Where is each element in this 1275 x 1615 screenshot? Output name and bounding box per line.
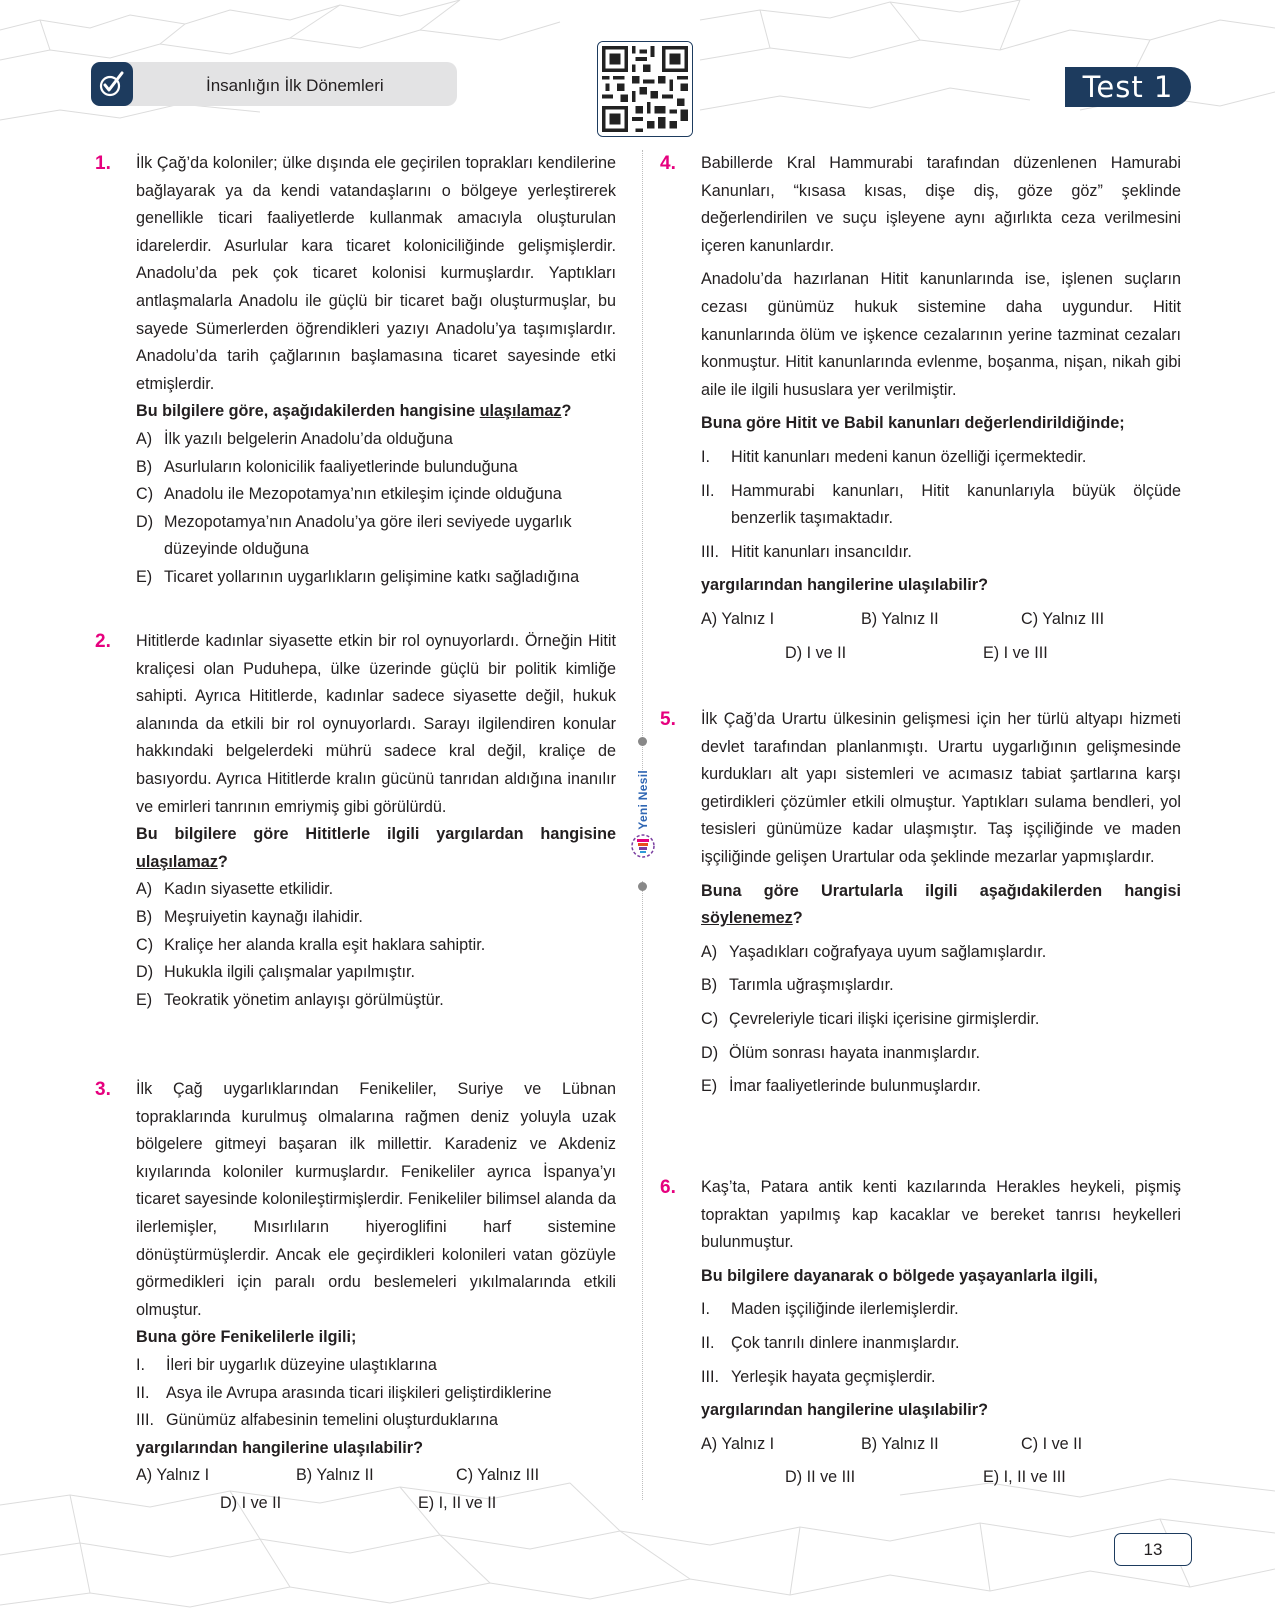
question-stem: Buna göre Urartularla ilgili aşağıdakilerden hangisi söylenemez? <box>701 881 1181 928</box>
answer-option-e[interactable]: E) I, II ve II <box>418 1493 497 1512</box>
statement-iii: III. Hitit kanunları insancıldır. <box>701 542 912 561</box>
answer-option-e[interactable]: E) I, II ve III <box>983 1468 1066 1487</box>
answer-option-a[interactable]: A) Yaşadıkları coğrafyaya uyum sağlamışlardır. <box>701 942 1047 961</box>
question-text-2: Anadolu’da hazırlanan Hitit kanunlarında ise, işlenen suçların cezası günümüz hukuk sistemine daha uygundur. Hitit kanunlarında ölüm ve işkence cezalarının yerine tazminat cezaları konmuştur. Hitit kanunlarında evlenme, boşanma, nişan, nikah gibi aile ile ilgili hususlara yer verilmiştir. <box>701 270 1181 399</box>
qr-code-icon[interactable] <box>597 41 693 137</box>
answer-option-e[interactable]: E) Teokratik yönetim anlayışı görülmüştür. <box>136 990 444 1009</box>
answer-option-a[interactable]: A) Yalnız I <box>701 1434 775 1453</box>
answer-option-b[interactable]: B) Yalnız II <box>296 1466 374 1485</box>
statement-ii: II. Asya ile Avrupa arasında ticari ilişkileri geliştirdiklerine <box>136 1383 552 1402</box>
question-text: Hititlerde kadınlar siyasette etkin bir rol oynuyorlardı. Örneğin Hitit kraliçesi olan Puduhepa, ülke üzerinde güçlü bir politik kimliğe sahipti. Ayrıca Hititlerde, kadınlar sadece siyasette değil, hukuk alanında da etkili bir rol oynuyorlardı. Sarayı ilgilendiren konular hakkındaki belgelerdeki mührü sadece kral değil, kraliçe de basıyordu. Ayrıca Hititlerde kralın gücünü tanrıdan aldığına inanılır ve emirleri tanrının emriymiş gibi görülürdü. <box>136 632 616 816</box>
answer-options-row-2 <box>701 640 1181 668</box>
test-number-badge: Test 1 <box>1065 67 1191 107</box>
answer-option-b[interactable]: B) Tarımla uğraşmışlardır. <box>701 976 894 995</box>
answer-option-e[interactable]: E) Ticaret yollarının uygarlıkların gelişimine katkı sağladığına <box>136 567 580 586</box>
answer-option-a[interactable]: A) İlk yazılı belgelerin Anadolu’da olduğuna <box>136 429 453 448</box>
answer-options-row-1 <box>701 606 1181 634</box>
divider-dot-top <box>638 737 647 746</box>
question-number: 6. <box>660 1177 676 1198</box>
brand-emblem-icon <box>630 833 656 859</box>
question-text: İlk Çağ’da Urartu ülkesinin gelişmesi için her türlü altyapı hizmeti devlet tarafından planlanmıştı. Urartu uygarlığının gelişmesinde kurdukları alt yapı sistemleri ve acımasız tabiat şartlarına karşı getirdikleri çözümler etkili olmuştur. Yaptıkları sulama bendleri, yol tesisleri günümüze kadar ulaşmıştır. Taş işçiliğinde ve maden işçiliğinde gelişen Urartular oda şeklinde mezarlar yapmışlardır. <box>701 710 1181 866</box>
statement-i: I. Hitit kanunları medeni kanun özelliği içermektedir. <box>701 447 1087 466</box>
question-stem-2: yargılarından hangilerine ulaşılabilir? <box>701 576 988 595</box>
statement-ii: II. Hammurabi kanunları, Hitit kanunlarıyla büyük ölçüde benzerlik taşımaktadır. <box>701 481 1181 528</box>
question-6 <box>660 1174 1181 1492</box>
question-stem: Buna göre Hitit ve Babil kanunları değerlendirildiğinde; <box>701 414 1125 433</box>
answer-option-a[interactable]: A) Kadın siyasette etkilidir. <box>136 880 334 899</box>
question-text: İlk Çağ’da koloniler; ülke dışında ele geçirilen toprakları kendilerine bağlayarak ya da kendi vatandaşlarını o bölgeye yerleştirerek genellikle ticari faaliyetlerde kullanmak amacıyla oluşturulan idarelerdir. Asurlular kara ticaret koloniciliğinde gelişmişlerdir. Anadolu’da pek çok ticaret kolonisi kurmuşlardır. Yaptıkları antlaşmalarla Anadolu ile güçlü bir ticaret bağı oluşturmuşlar, bu sayede Sümerlerden öğrendikleri yazıyı Anadolu’ya taşımışlardır. Anadolu’da tarih çağlarının başlamasına ticaret sayesinde etki etmişlerdir. <box>136 154 616 393</box>
answer-option-d[interactable]: D) Hukukla ilgili çalışmalar yapılmıştır. <box>136 963 415 982</box>
answer-option-a[interactable]: A) Yalnız I <box>136 1466 210 1485</box>
answer-option-e[interactable]: E) I ve III <box>983 643 1048 662</box>
question-number: 2. <box>95 631 111 652</box>
answer-option-c[interactable]: C) Çevreleriyle ticari ilişki içerisine girmişlerdir. <box>701 1009 1040 1028</box>
question-stem: Bu bilgilere göre, aşağıdakilerden hangisine ulaşılamaz? <box>136 402 572 421</box>
answer-option-b[interactable]: B) Yalnız II <box>861 1434 939 1453</box>
answer-options-row-1 <box>136 1462 616 1490</box>
question-number: 4. <box>660 153 676 174</box>
answer-option-c[interactable]: C) Yalnız III <box>1021 609 1105 628</box>
answer-option-d[interactable]: D) Mezopotamya’nın Anadolu’ya göre ileri seviyede uygarlık düzeyinde olduğuna <box>136 512 572 559</box>
question-number: 1. <box>95 153 111 174</box>
question-number: 3. <box>95 1079 111 1100</box>
section-title: İnsanlığın İlk Dönemleri <box>206 76 384 95</box>
page-number: 13 <box>1114 1533 1192 1566</box>
statement-i: I. Maden işçiliğinde ilerlemişlerdir. <box>701 1300 959 1319</box>
answer-option-b[interactable]: B) Asurluların kolonicilik faaliyetlerinde bulunduğuna <box>136 457 518 476</box>
question-number: 5. <box>660 709 676 730</box>
question-2 <box>95 628 616 1014</box>
answer-option-b[interactable]: B) Meşruiyetin kaynağı ilahidir. <box>136 907 363 926</box>
answer-option-d[interactable]: D) Ölüm sonrası hayata inanmışlardır. <box>701 1043 981 1062</box>
checkmark-badge-icon <box>91 62 133 106</box>
answer-option-d[interactable]: D) II ve III <box>785 1468 856 1487</box>
question-4 <box>660 150 1181 667</box>
question-5 <box>660 706 1181 1101</box>
answer-options-row-2 <box>136 1490 616 1518</box>
answer-option-d[interactable]: D) I ve II <box>220 1493 282 1512</box>
brand-logo <box>626 770 660 880</box>
answer-options-row-2 <box>701 1464 1181 1492</box>
answer-option-b[interactable]: B) Yalnız II <box>861 609 939 628</box>
brand-label: Yeni Nesil <box>636 770 650 830</box>
answer-option-c[interactable]: C) Kraliçe her alanda kralla eşit haklara sahiptir. <box>136 935 486 954</box>
answer-option-a[interactable]: A) Yalnız I <box>701 609 775 628</box>
question-stem-2: yargılarından hangilerine ulaşılabilir? <box>701 1401 988 1420</box>
question-stem-2: yargılarından hangilerine ulaşılabilir? <box>136 1438 423 1457</box>
question-1 <box>95 150 616 592</box>
statement-iii: III. Yerleşik hayata geçmişlerdir. <box>701 1367 936 1386</box>
answer-option-c[interactable]: C) Yalnız III <box>456 1466 540 1485</box>
answer-option-c[interactable]: C) I ve II <box>1021 1434 1083 1453</box>
statement-iii: III. Günümüz alfabesinin temelini oluşturduklarına <box>136 1411 499 1430</box>
answer-options-row-1 <box>701 1431 1181 1459</box>
question-text: İlk Çağ uygarlıklarından Fenikeliler, Suriye ve Lübnan topraklarında kurulmuş olmalarına rağmen deniz yoluyla uzak bölgelere gitmeyi başaran ilk millettir. Karadeniz ve Akdeniz kıyılarında koloniler kurmuşlardır. Fenikeliler ayrıca İspanya’yı ticaret sayesinde kolonileştirmişlerdir. Fenikeliler bilimsel alanda da ilerlemişler, Mısırlıların hiyeroglifini harf sistemine dönüştürmüşlerdir. Ancak ele geçirdikleri kolonileri vatan gözüyle görmedikleri için paralı ordu beslemeleri yıkılmalarında etkili olmuştur. <box>136 1080 616 1319</box>
statement-ii: II. Çok tanrılı dinlere inanmışlardır. <box>701 1333 960 1352</box>
question-text: Babillerde Kral Hammurabi tarafından düzenlenen Hamurabi Kanunları, “kısasa kısas, dişe diş, göze göz” şeklinde değerlendirilen ve suçu işleyene aynı ağırlıkta ceza verilmesini içeren kanunlardır. <box>701 154 1181 255</box>
question-stem: Bu bilgilere dayanarak o bölgede yaşayanlarla ilgili, <box>701 1266 1098 1285</box>
answer-option-e[interactable]: E) İmar faaliyetlerinde bulunmuşlardır. <box>701 1077 981 1096</box>
divider-dot-bottom <box>638 882 647 891</box>
question-stem: Buna göre Fenikelilerle ilgili; <box>136 1328 357 1347</box>
answer-option-c[interactable]: C) Anadolu ile Mezopotamya’nın etkileşim içinde olduğuna <box>136 485 562 504</box>
statement-i: I. İleri bir uygarlık düzeyine ulaştıklarına <box>136 1355 437 1374</box>
question-text: Kaş’ta, Patara antik kenti kazılarında Herakles heykeli, pişmiş topraktan yapılmış kap kacaklar ve bereket tanrısı heykelleri bulunmuştur. <box>701 1178 1181 1252</box>
question-stem: Bu bilgilere göre Hititlerle ilgili yargılardan hangisine ulaşılamaz? <box>136 825 616 871</box>
answer-option-d[interactable]: D) I ve II <box>785 643 847 662</box>
question-3 <box>95 1076 616 1518</box>
